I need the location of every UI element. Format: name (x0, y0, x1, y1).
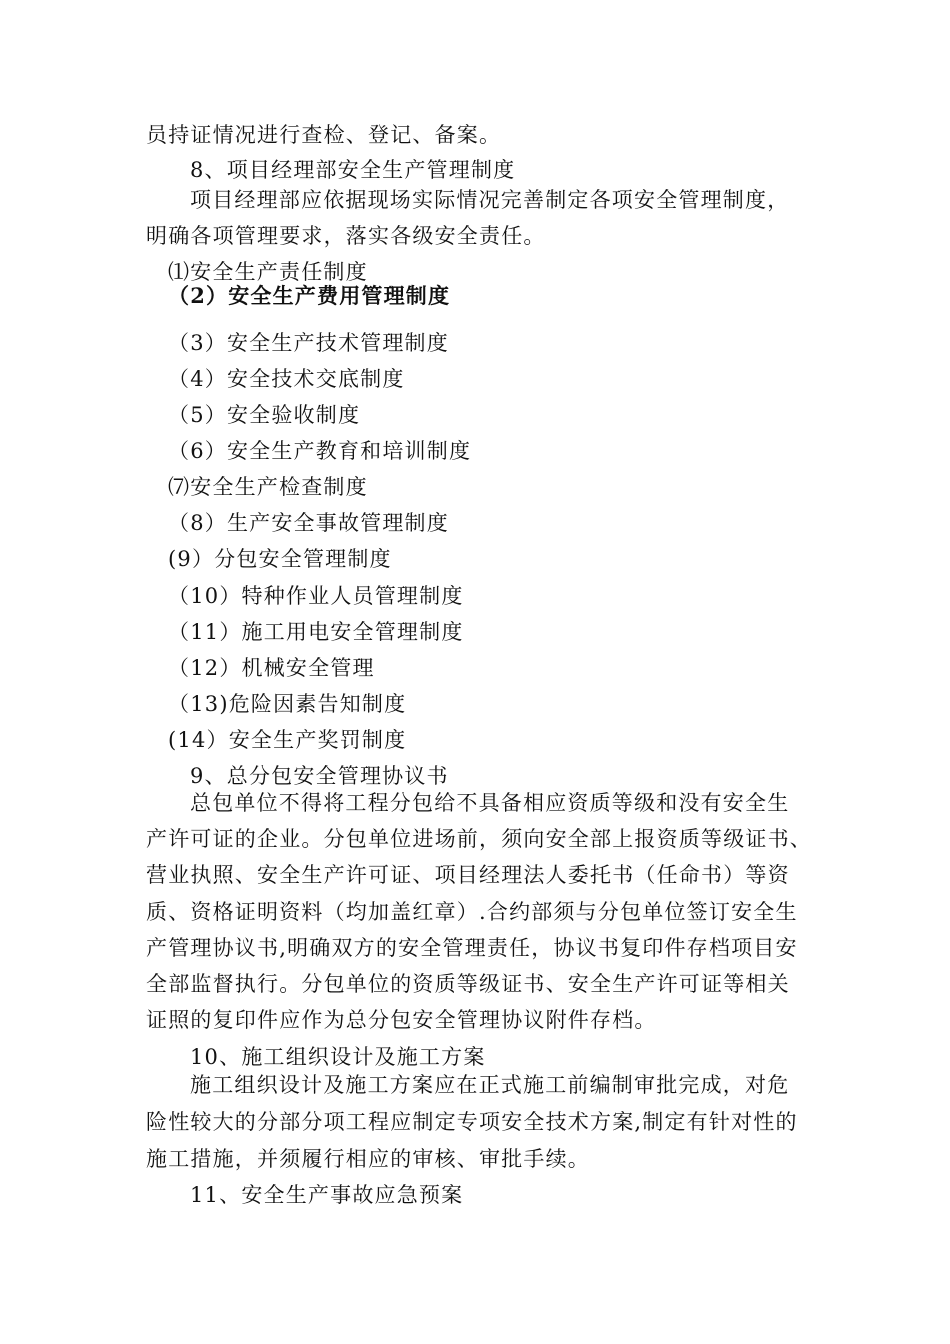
paragraph-line: 营业执照、安全生产许可证、项目经理法人委托书（任命书）等资 (146, 863, 790, 887)
list-item-13: （13)危险因素告知制度 (168, 692, 407, 716)
paragraph-line: 证照的复印件应作为总分包安全管理协议附件存档。 (146, 1008, 657, 1032)
paragraph-line: 施工组织设计及施工方案应在正式施工前编制审批完成，对危 (190, 1073, 790, 1097)
list-item-2: （2）安全生产费用管理制度 (168, 283, 451, 308)
section-heading-11: 11、安全生产事故应急预案 (190, 1183, 464, 1207)
list-item-11: （11）施工用电安全管理制度 (168, 620, 464, 644)
list-item-1: ⑴安全生产责任制度 (168, 260, 368, 284)
list-item-12: （12）机械安全管理 (168, 656, 375, 680)
paragraph-line: 质、资格证明资料（均加盖红章）.合约部须与分包单位签订安全生 (146, 900, 798, 924)
list-item-14: (14）安全生产奖罚制度 (168, 728, 407, 752)
list-item-4: （4）安全技术交底制度 (168, 367, 405, 391)
paragraph-line: 险性较大的分部分项工程应制定专项安全技术方案,制定有针对性的 (146, 1110, 798, 1134)
list-item-9: (9）分包安全管理制度 (168, 547, 392, 571)
list-item-3: （3）安全生产技术管理制度 (168, 331, 449, 355)
list-item-8: （8）生产安全事故管理制度 (168, 511, 449, 535)
paragraph-line: 全部监督执行。分包单位的资质等级证书、安全生产许可证等相关 (146, 972, 790, 996)
paragraph-line: 项目经理部应依据现场实际情况完善制定各项安全管理制度， (190, 188, 790, 212)
section-heading-8: 8、项目经理部安全生产管理制度 (190, 158, 516, 182)
list-item-5: （5）安全验收制度 (168, 403, 361, 427)
paragraph-line: 总包单位不得将工程分包给不具备相应资质等级和没有安全生 (190, 791, 790, 815)
text-line-continuation: 员持证情况进行查检、登记、备案。 (146, 123, 502, 147)
list-item-6: （6）安全生产教育和培训制度 (168, 439, 472, 463)
list-item-7: ⑺安全生产检查制度 (168, 475, 368, 499)
paragraph-line: 产许可证的企业。分包单位进场前，须向安全部上报资质等级证书、 (146, 827, 812, 851)
section-heading-9: 9、总分包安全管理协议书 (190, 764, 449, 788)
section-heading-10: 10、施工组织设计及施工方案 (190, 1045, 486, 1069)
paragraph-line: 产管理协议书,明确双方的安全管理责任，协议书复印件存档项目安 (146, 936, 798, 960)
paragraph-line: 明确各项管理要求，落实各级安全责任。 (146, 224, 546, 248)
paragraph-line: 施工措施，并须履行相应的审核、审批手续。 (146, 1147, 590, 1171)
list-item-10: （10）特种作业人员管理制度 (168, 584, 464, 608)
